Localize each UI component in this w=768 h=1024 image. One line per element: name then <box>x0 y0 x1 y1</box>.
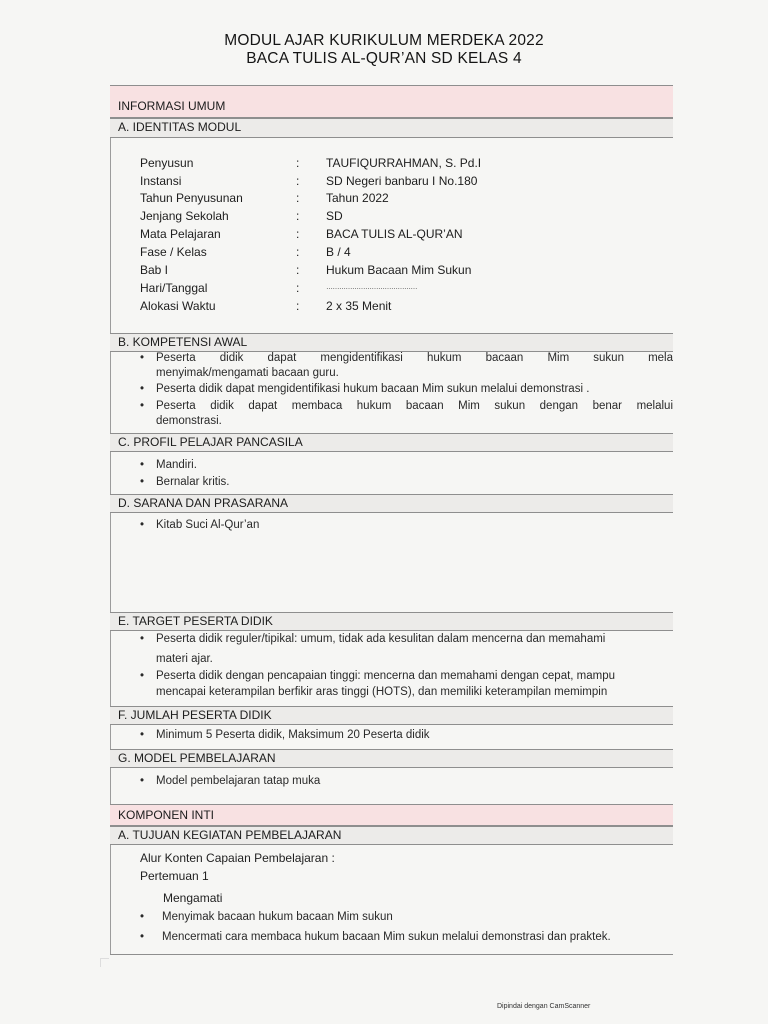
list-item-text: mencapai keterampilan berfikir aras tinggi (HOTS), dan memiliki keterampilan memimpin <box>156 686 608 698</box>
list-item-continuation <box>140 366 673 381</box>
identitas-value: B / 4 <box>326 245 351 259</box>
document-subtitle: BACA TULIS AL-QUR’AN SD KELAS 4 <box>246 50 522 67</box>
identitas-value: TAUFIQURRAHMAN, S. Pd.I <box>326 156 482 170</box>
bullet: • <box>140 729 145 741</box>
list-item-text: Peserta didik dapat mengidentifikasi hukum bacaan Mim sukun melalui demonstrasi . <box>156 383 590 395</box>
bullet: • <box>140 775 145 787</box>
section-model-pembelajaran: G. MODEL PEMBELAJARAN <box>110 749 673 768</box>
identitas-value: Hukum Bacaan Mim Sukun <box>326 263 472 277</box>
list-item <box>140 475 673 490</box>
identitas-separator: : <box>296 209 300 223</box>
list-item-text: Mandiri. <box>156 459 197 471</box>
scanner-watermark: Dipindai dengan CamScanner <box>497 1003 591 1010</box>
list-item <box>140 774 673 789</box>
section-profil-pelajar: C. PROFIL PELAJAR PANCASILA <box>110 433 673 452</box>
identitas-value: …………………………………… <box>326 284 417 291</box>
list-item-text: Minimum 5 Peserta didik, Maksimum 20 Peserta didik <box>156 729 430 741</box>
identitas-separator: : <box>296 191 300 205</box>
bullet: • <box>140 519 145 531</box>
identitas-value: Tahun 2022 <box>326 191 389 205</box>
list-item <box>140 669 673 684</box>
list-item <box>140 518 673 533</box>
list-item-text: Kitab Suci Al-Qur’an <box>156 519 260 531</box>
bullet: • <box>140 459 145 471</box>
identitas-separator: : <box>296 227 300 241</box>
identitas-label: Hari/Tanggal <box>140 281 208 295</box>
list-item-continuation <box>140 685 673 700</box>
document-title: MODUL AJAR KURIKULUM MERDEKA 2022 <box>224 32 544 49</box>
list-item <box>140 910 673 925</box>
section-informasi-umum: INFORMASI UMUM <box>110 85 673 118</box>
identitas-label: Alokasi Waktu <box>140 299 216 313</box>
list-item-text: Peserta didik reguler/tipikal: umum, tidak ada kesulitan dalam mencerna dan memahami <box>156 633 606 645</box>
list-item-text: Menyimak bacaan hukum bacaan Mim sukun <box>162 911 393 923</box>
bullet: • <box>140 633 145 645</box>
list-item <box>140 632 673 647</box>
list-item-text: demonstrasi. <box>156 415 222 427</box>
list-item <box>140 728 673 743</box>
pertemuan-heading: Pertemuan 1 <box>140 869 209 883</box>
identitas-separator: : <box>296 299 300 313</box>
crop-mark <box>100 958 109 967</box>
section-kompetensi-awal: B. KOMPETENSI AWAL <box>110 333 673 352</box>
bullet: • <box>140 931 145 943</box>
identitas-label: Penyusun <box>140 156 194 170</box>
identitas-value: 2 x 35 Menit <box>326 299 392 313</box>
bullet: • <box>140 400 145 412</box>
identitas-label: Instansi <box>140 174 182 188</box>
identitas-separator: : <box>296 245 300 259</box>
section-identitas-modul: A. IDENTITAS MODUL <box>110 118 673 138</box>
bullet: • <box>140 383 145 395</box>
list-item-text: menyimak/mengamati bacaan guru. <box>156 367 339 379</box>
identitas-label: Mata Pelajaran <box>140 227 221 241</box>
identitas-label: Bab I <box>140 263 169 277</box>
alur-konten-heading: Alur Konten Capaian Pembelajaran : <box>140 851 335 865</box>
list-item-text: Model pembelajaran tatap muka <box>156 775 321 787</box>
identitas-value: SD <box>326 209 343 223</box>
list-item <box>140 930 673 945</box>
section-jumlah-peserta: F. JUMLAH PESERTA DIDIK <box>110 706 673 725</box>
bullet: • <box>140 911 145 923</box>
bullet: • <box>140 476 145 488</box>
list-item <box>140 382 673 397</box>
list-item-text: materi ajar. <box>156 653 213 665</box>
identitas-label: Jenjang Sekolah <box>140 209 229 223</box>
list-item <box>140 399 673 414</box>
list-item <box>140 458 673 473</box>
section-target-peserta: E. TARGET PESERTA DIDIK <box>110 612 673 631</box>
list-item <box>140 351 673 366</box>
list-item-text: Bernalar kritis. <box>156 476 230 488</box>
bullet: • <box>140 670 145 682</box>
identitas-separator: : <box>296 156 300 170</box>
identitas-separator: : <box>296 263 300 277</box>
table-bottom-rule <box>110 954 673 955</box>
identitas-separator: : <box>296 281 300 295</box>
list-item-text: Peserta didik dapat mengidentifikasi hukum bacaan Mim sukun mela <box>156 352 673 364</box>
list-item-continuation <box>140 652 673 667</box>
identitas-value: BACA TULIS AL-QUR’AN <box>326 227 463 241</box>
bullet: • <box>140 352 145 364</box>
identitas-value: SD Negeri banbaru I No.180 <box>326 174 478 188</box>
section-sarana-prasarana: D. SARANA DAN PRASARANA <box>110 494 673 513</box>
list-item-text: Mencermati cara membaca hukum bacaan Mim sukun melalui demonstrasi dan praktek. <box>162 931 611 943</box>
identitas-label: Tahun Penyusunan <box>140 191 243 205</box>
identitas-label: Fase / Kelas <box>140 245 207 259</box>
list-item-continuation <box>140 414 673 429</box>
section-komponen-inti: KOMPONEN INTI <box>110 804 673 826</box>
mengamati-heading: Mengamati <box>163 891 223 905</box>
section-tujuan-kegiatan: A. TUJUAN KEGIATAN PEMBELAJARAN <box>110 826 673 845</box>
list-item-text: Peserta didik dapat membaca hukum bacaan Mim sukun dengan benar melalui <box>156 400 673 412</box>
list-item-text: Peserta didik dengan pencapaian tinggi: mencerna dan memahami dengan cepat, mampu <box>156 670 616 682</box>
identitas-separator: : <box>296 174 300 188</box>
